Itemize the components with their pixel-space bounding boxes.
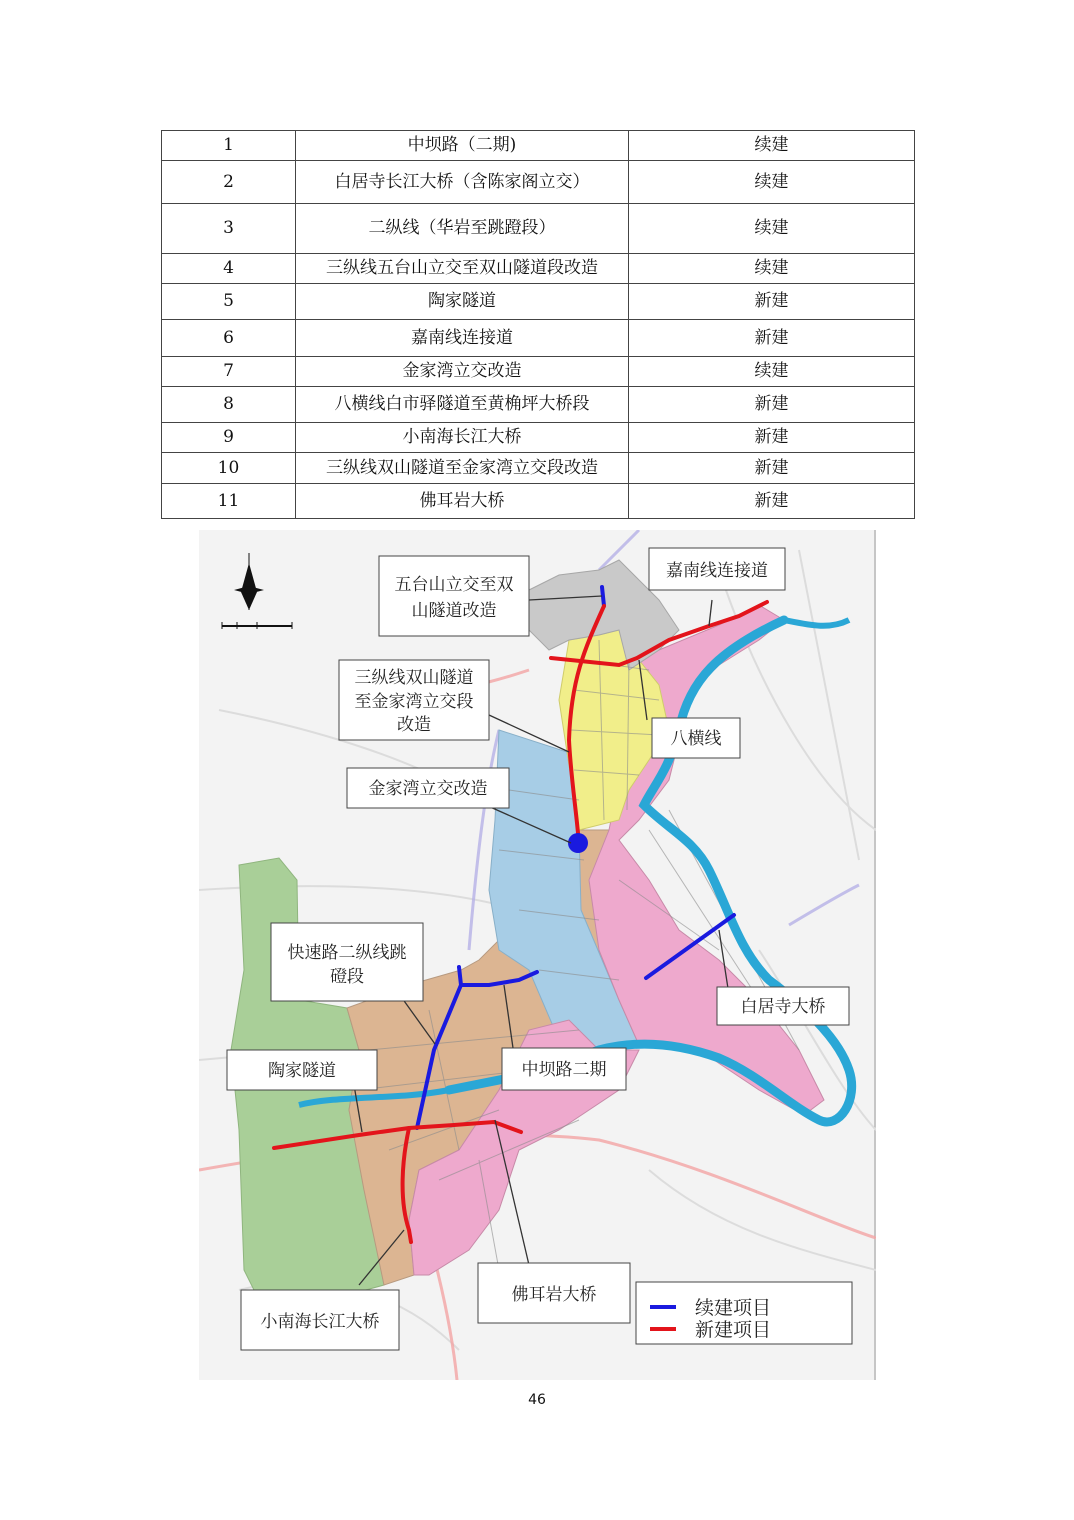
project-name-cell: 金家湾立交改造 (296, 357, 629, 387)
table-row (162, 254, 915, 284)
row-number-cell: 11 (162, 484, 296, 519)
svg-text:三纵线双山隧道: 三纵线双山隧道 (354, 668, 474, 688)
svg-text:五台山立交至双: 五台山立交至双 (394, 575, 514, 595)
project-name-cell: 三纵线双山隧道至金家湾立交段改造 (296, 453, 629, 484)
row-number-cell: 5 (162, 284, 296, 320)
project-name-cell: 二纵线（华岩至跳蹬段） (296, 204, 629, 254)
svg-text:改造: 改造 (397, 715, 431, 735)
status-cell: 续建 (629, 254, 915, 284)
svg-text:小南海长江大桥: 小南海长江大桥 (260, 1312, 380, 1332)
table-row (162, 387, 915, 423)
svg-text:山隧道改造: 山隧道改造 (411, 601, 497, 621)
status-cell: 续建 (629, 131, 915, 161)
callout-baijusi (717, 987, 849, 1025)
table-row (162, 204, 915, 254)
project-name-cell: 三纵线五台山立交至双山隧道段改造 (296, 254, 629, 284)
svg-text:至金家湾立交段: 至金家湾立交段 (354, 692, 474, 712)
row-number-cell: 6 (162, 320, 296, 357)
svg-text:白居寺大桥: 白居寺大桥 (740, 997, 826, 1017)
status-cell: 续建 (629, 204, 915, 254)
project-name-cell: 白居寺长江大桥（含陈家阁立交） (296, 161, 629, 204)
project-name-cell: 中坝路（二期) (296, 131, 629, 161)
row-number-cell: 2 (162, 161, 296, 204)
callout-zhongba (502, 1048, 626, 1090)
status-cell: 新建 (629, 484, 915, 519)
project-name-cell: 嘉南线连接道 (296, 320, 629, 357)
project-name-cell: 小南海长江大桥 (296, 423, 629, 453)
table-row (162, 484, 915, 519)
project-name-cell: 佛耳岩大桥 (296, 484, 629, 519)
row-number-cell: 1 (162, 131, 296, 161)
project-map (199, 530, 876, 1380)
row-number-cell: 8 (162, 387, 296, 423)
row-number-cell: 10 (162, 453, 296, 484)
table-row (162, 284, 915, 320)
svg-text:磴段: 磴段 (330, 967, 364, 987)
table-row (162, 357, 915, 387)
callout-jianan (649, 548, 785, 590)
table-row (162, 320, 915, 357)
page-number: 46 (528, 1392, 546, 1408)
status-cell: 新建 (629, 453, 915, 484)
callout-xiaonanhai (241, 1290, 399, 1350)
row-number-cell: 9 (162, 423, 296, 453)
callout-sanzong (339, 660, 489, 740)
map-legend (636, 1282, 852, 1344)
project-name-cell: 陶家隧道 (296, 284, 629, 320)
table-row (162, 453, 915, 484)
table-row (162, 131, 915, 161)
status-cell: 新建 (629, 423, 915, 453)
row-number-cell: 3 (162, 204, 296, 254)
svg-text:快速路二纵线跳: 快速路二纵线跳 (287, 943, 407, 963)
status-cell: 新建 (629, 387, 915, 423)
callout-taojia (227, 1050, 377, 1090)
row-number-cell: 4 (162, 254, 296, 284)
svg-text:陶家隧道: 陶家隧道 (268, 1061, 336, 1081)
legend-continued-label: 续建项目 (695, 1297, 772, 1319)
project-table (161, 130, 915, 519)
legend-new-label: 新建项目 (695, 1319, 772, 1341)
status-cell: 新建 (629, 320, 915, 357)
callout-jinjiawan (347, 768, 509, 808)
callout-foeryan (478, 1263, 630, 1323)
project-name-cell: 八横线白市驿隧道至黄桷坪大桥段 (296, 387, 629, 423)
status-cell: 新建 (629, 284, 915, 320)
row-number-cell: 7 (162, 357, 296, 387)
svg-text:嘉南线连接道: 嘉南线连接道 (666, 561, 768, 581)
svg-text:佛耳岩大桥: 佛耳岩大桥 (511, 1285, 597, 1305)
callout-wutaishan (379, 556, 529, 636)
callout-bahengxian (652, 718, 740, 758)
table-row (162, 423, 915, 453)
status-cell: 续建 (629, 161, 915, 204)
callout-kuaisulu (271, 923, 423, 1001)
svg-text:中坝路二期: 中坝路二期 (521, 1060, 607, 1080)
svg-text:金家湾立交改造: 金家湾立交改造 (368, 779, 488, 799)
table-row (162, 161, 915, 204)
status-cell: 续建 (629, 357, 915, 387)
svg-text:八横线: 八横线 (670, 729, 722, 749)
